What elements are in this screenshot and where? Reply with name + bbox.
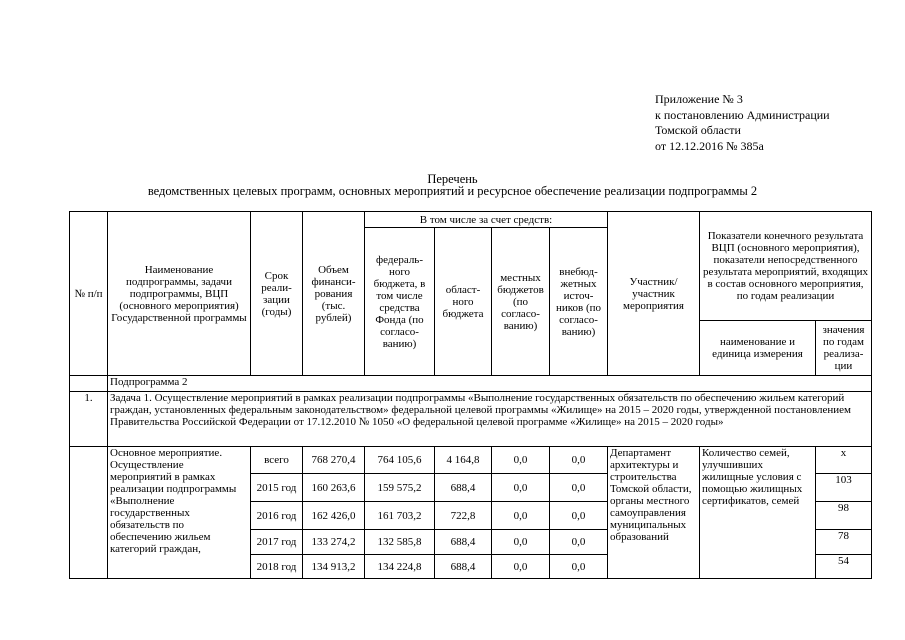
row-term: 2017 год [251, 530, 303, 555]
header-local: местных бюджетов (по согласо-ванию) [492, 228, 550, 376]
subprogram-row: Подпрограмма 2 [108, 376, 872, 392]
row-local: 0,0 [492, 530, 550, 555]
row-federal: 132 585,8 [365, 530, 435, 555]
row-volume: 134 913,2 [303, 555, 365, 579]
row-regional: 688,4 [435, 555, 492, 579]
row-value: 103 [816, 474, 872, 502]
row-federal: 134 224,8 [365, 555, 435, 579]
appendix-line: Приложение № 3 [655, 92, 743, 106]
document-subtitle: ведомственных целевых программ, основных мероприятий и ресурсное обеспечение реализации подпрограммы 2 [147, 184, 758, 198]
header-name: Наименование подпрограммы, задачи подпрограммы, ВЦП (основного мероприятия) Государственной программы [108, 212, 251, 376]
program-table [69, 211, 872, 579]
row-value: 54 [816, 555, 872, 579]
appendix-note [655, 92, 830, 154]
header-regional: област-ного бюджета [435, 228, 492, 376]
row-volume: 162 426,0 [303, 502, 365, 530]
task-num: 1. [70, 392, 108, 447]
header-indicators: Показатели конечного результата ВЦП (основного мероприятия), показатели непосредственного результата мероприятий, входящих в состав основного мероприятия, по годам реализации [700, 212, 872, 321]
header-term: Срок реали-зации (годы) [251, 212, 303, 376]
row-term: 2015 год [251, 474, 303, 502]
row-regional: 4 164,8 [435, 447, 492, 474]
header-volume: Объем финанси-рования (тыс. рублей) [303, 212, 365, 376]
header-including: В том числе за счет средств: [365, 212, 608, 228]
row-term: 2018 год [251, 555, 303, 579]
row-term: всего [251, 447, 303, 474]
row-local: 0,0 [492, 447, 550, 474]
document-title: Перечень [427, 172, 478, 186]
activity-indicator: Количество семей, улучшивших жилищные условия с помощью жилищных сертификатов, семей [700, 447, 816, 579]
row-extra: 0,0 [550, 447, 608, 474]
row-federal: 161 703,2 [365, 502, 435, 530]
row-local: 0,0 [492, 502, 550, 530]
header-indicator-values: значения по годам реализа-ции [816, 321, 872, 376]
appendix-line: Томской области [655, 123, 741, 137]
appendix-line: к постановлению Администрации [655, 107, 830, 122]
row-value: 98 [816, 502, 872, 530]
activity-name: Основное мероприятие. Осуществление мероприятий в рамках реализации подпрограммы «Выполнение государственных обязательств по обеспечению жильем категорий граждан, [108, 447, 251, 579]
row-extra: 0,0 [550, 530, 608, 555]
row-local: 0,0 [492, 555, 550, 579]
activity-participant: Департамент архитектуры и строительства Томской области, органы местного самоуправления муниципальных образований [608, 447, 700, 579]
appendix-line: от 12.12.2016 № 385а [655, 138, 764, 153]
row-extra: 0,0 [550, 555, 608, 579]
row-volume: 768 270,4 [303, 447, 365, 474]
row-volume: 160 263,6 [303, 474, 365, 502]
row-regional: 722,8 [435, 502, 492, 530]
task-text: Задача 1. Осуществление мероприятий в рамках реализации подпрограммы «Выполнение государственных обязательств по обеспечению жильем категорий граждан, установленных федеральным законодательством» федеральной целевой программы «Жилище» на 2015 – 2020 годы, утвержденной постановлением Правительства Российской Федерации от 17.12.2010 № 1050 «О федеральной целевой программе «Жилище» на 2015 – 2020 годы» [108, 392, 872, 447]
row-federal: 764 105,6 [365, 447, 435, 474]
header-num: № п/п [70, 212, 108, 376]
row-regional: 688,4 [435, 474, 492, 502]
row-volume: 133 274,2 [303, 530, 365, 555]
header-participant: Участник/ участник мероприятия [608, 212, 700, 376]
row-local: 0,0 [492, 474, 550, 502]
header-extra: внебюд-жетных источ-ников (по согласо-ванию) [550, 228, 608, 376]
header-indicator-name: наименование и единица измерения [700, 321, 816, 376]
row-regional: 688,4 [435, 530, 492, 555]
row-federal: 159 575,2 [365, 474, 435, 502]
row-value: 78 [816, 530, 872, 555]
row-extra: 0,0 [550, 474, 608, 502]
row-value: x [816, 447, 872, 474]
row-extra: 0,0 [550, 502, 608, 530]
row-term: 2016 год [251, 502, 303, 530]
header-federal: федераль-ного бюджета, в том числе средства Фонда (по согласо-ванию) [365, 228, 435, 376]
